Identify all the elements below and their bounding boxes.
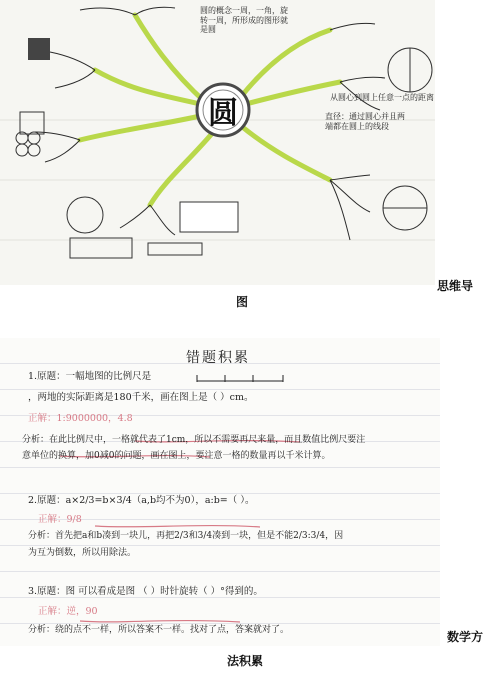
mind-map-drawing <box>0 0 435 285</box>
right-note-1: 从圆心到圆上任意一点的距离 <box>330 93 434 102</box>
q3-analysis: 分析：绕的点不一样，所以答案不一样。找对了点，答案就对了。 <box>28 625 290 635</box>
q1-analysis-2: 意单位的换算，加0减0的问题，画在图上，要注意一格的数量再以千米计算。 <box>22 451 331 461</box>
q1-analysis-1: 分析：在此比例尺中，一格就代表了1cm，所以不需要再尺来量，而且数值比例尺要注 <box>22 435 366 445</box>
right-note-2: 直径：通过圆心并且两端都在圆上的线段 <box>325 112 405 131</box>
q1-answer: 正解：1:9000000，4.8 <box>28 413 133 424</box>
q3-prompt: 3.原题：图 可以看成是图 （ ）时针旋转（ ）°得到的。 <box>28 586 263 597</box>
caption-mindmap-below: 图 <box>236 295 249 309</box>
q3-answer: 正解：逆，90 <box>38 606 98 617</box>
q1-prompt: 1.原题：一幅地图的比例尺是 <box>28 371 152 382</box>
q2-analysis-2: 为互为倒数，所以用除法。 <box>28 548 137 558</box>
mind-map-image <box>0 0 435 285</box>
caption-notebook-below: 法积累 <box>227 654 264 668</box>
q2-answer: 正解：9/8 <box>38 514 82 525</box>
caption-notebook-right: 数学方 <box>447 630 484 644</box>
caption-mindmap-right: 思维导 <box>437 279 474 293</box>
center-title: 圆 <box>208 96 238 131</box>
notebook-title: 错题积累 <box>186 350 250 366</box>
q1-scale-bar <box>195 372 285 387</box>
q2-prompt: 2.原题：a×2/3=b×3/4（a,b均不为0），a:b=（ ）。 <box>28 495 255 506</box>
q2-analysis-1: 分析：首先把a和b凑到一块儿，再把2/3和3/4凑到一块，但是不能2/3:3/4，因 <box>28 531 344 541</box>
q1-line2: ，两地的实际距离是180千米，画在图上是（ ）cm。 <box>28 392 254 403</box>
top-note: 圆的概念一周，一角，旋转一周，所形成的图形就是圆 <box>200 6 288 35</box>
